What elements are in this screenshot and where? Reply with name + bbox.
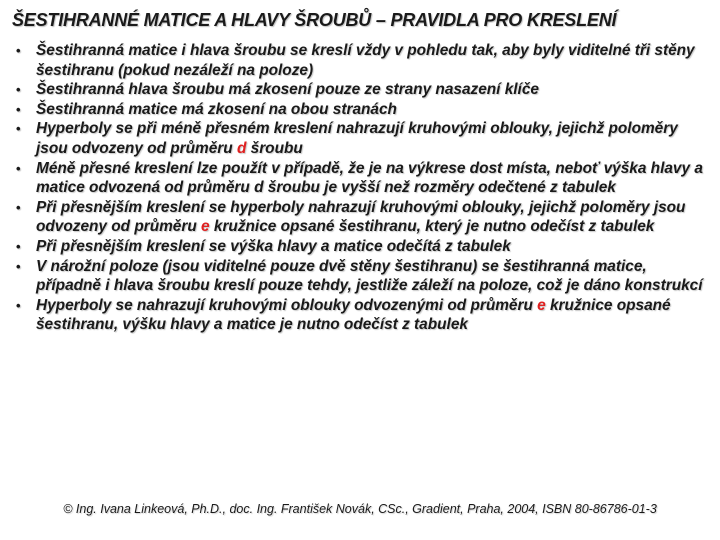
bullet-text: Při přesnějším kreslení se výška hlavy a matice odečítá z tabulek [36, 237, 511, 255]
bullet-icon: • [16, 258, 21, 274]
bullet-text: Šestihranná matice má zkosení na obou stranách [36, 100, 397, 118]
bullet-text-before: Hyperboly se při méně přesném kreslení nahrazují kruhovými oblouky, jejichž poloměry jsou odvozeny od průměru [36, 120, 678, 157]
list-item [16, 100, 706, 120]
bullet-icon: • [16, 238, 21, 254]
list-item [16, 237, 706, 257]
bullet-icon: • [16, 121, 21, 137]
bullet-text: Šestihranná matice i hlava šroubu se kreslí vždy v pohledu tak, aby byly viditelné tři stěny šestihranu (pokud nezáleží na poloze) [36, 42, 695, 79]
list-item [16, 198, 706, 237]
bullet-text-after: kružnice opsané šestihranu, který je nutno odečíst z tabulek [209, 218, 655, 236]
list-item [16, 296, 706, 335]
bullet-icon: • [16, 199, 21, 215]
bullet-text: V nárožní poloze (jsou viditelné pouze dvě stěny šestihranu) se šestihranná matice, případně i hlava šroubu kreslí pouze tehdy, jestliže záleží na poloze, což je dáno konstrukcí [36, 257, 703, 295]
bullet-icon: • [16, 43, 21, 58]
bullet-text-after: kružnice opsané šestihranu, výšku hlavy a matice je nutno odečíst z tabulek [36, 296, 671, 334]
list-item [16, 159, 706, 198]
highlight-symbol-d: d [236, 139, 247, 157]
bullet-icon: • [16, 82, 21, 98]
rules-list [16, 41, 706, 335]
highlight-symbol-e: e [537, 296, 546, 314]
list-item [16, 119, 706, 158]
list-item [16, 257, 706, 296]
bullet-text-after: šroubu [246, 139, 303, 157]
bullet-icon: • [16, 160, 21, 176]
bullet-text: Méně přesné kreslení lze použít v případě, že je na výkrese dost místa, neboť výška hlavy a matice odvozená od průměru d šroubu je vyšší než rozměry odečtené z tabulek [36, 159, 703, 197]
highlight-symbol-e: e [201, 218, 210, 236]
bullet-icon: • [16, 101, 21, 117]
copyright-footer: © Ing. Ivana Linkeová, Ph.D., doc. Ing. František Novák, CSc., Gradient, Praha, 2004, ISBN 80-86786-01-3 [63, 502, 657, 516]
page-title: ŠESTIHRANNÉ MATICE A HLAVY ŠROUBŮ – PRAVIDLA PRO KRESLENÍ [12, 10, 617, 30]
bullet-text-before: Hyperboly se nahrazují kruhovými oblouky odvozenými od průměru [36, 296, 538, 314]
list-item [16, 41, 706, 80]
list-item [16, 80, 706, 100]
bullet-icon: • [16, 297, 21, 313]
bullet-text-before: Při přesnějším kreslení se hyperboly nahrazují kruhovými oblouky, jejichž poloměry jsou odvozeny od průměru [36, 198, 686, 236]
bullet-text: Šestihranná hlava šroubu má zkosení pouze ze strany nasazení klíče [36, 81, 539, 99]
